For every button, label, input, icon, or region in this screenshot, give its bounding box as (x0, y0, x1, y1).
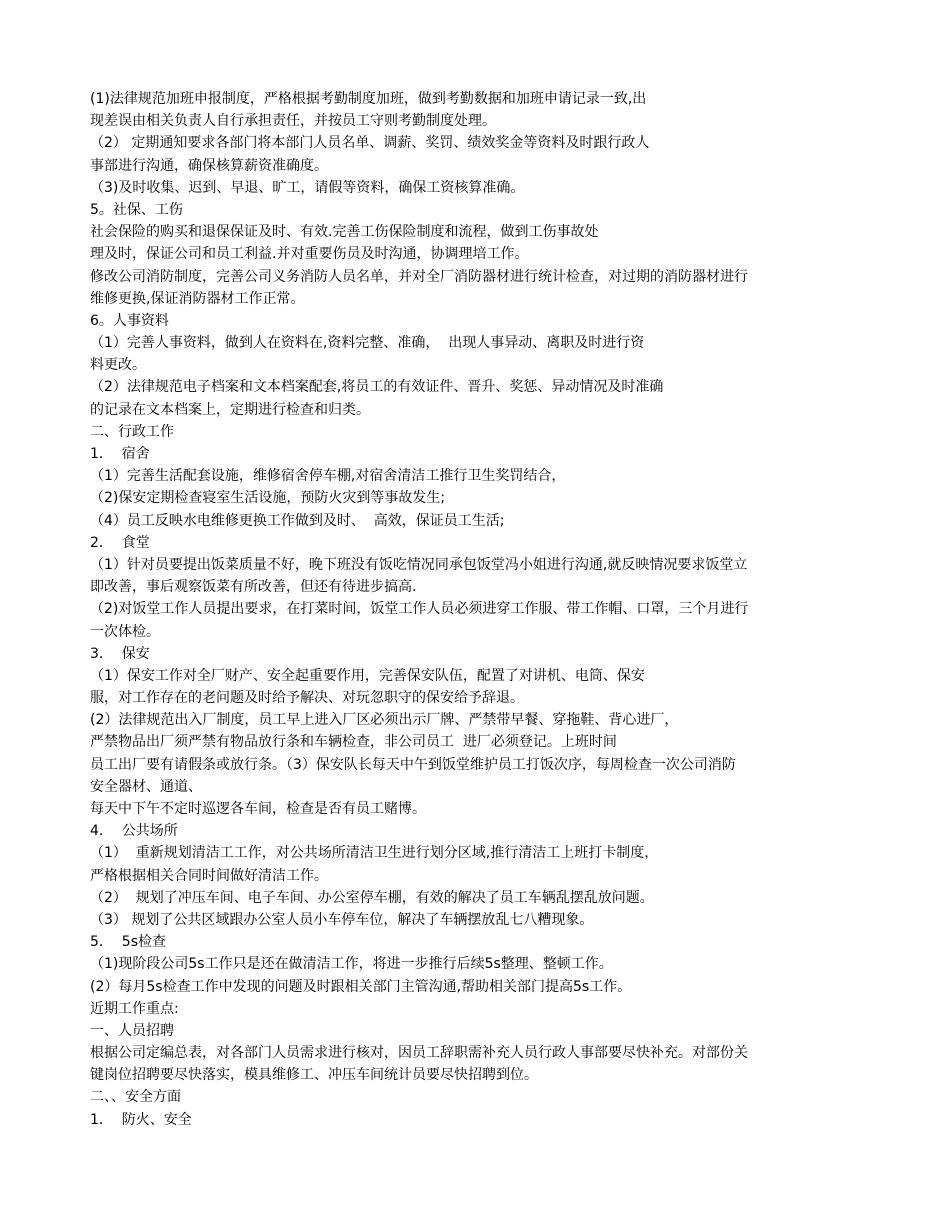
text-line: （1）完善人事资料，做到人在资料在,资料完整、准确， 出现人事异动、离职及时进行资 (90, 335, 645, 352)
text-line: （1）保安工作对全厂财产、安全起重要作用，完善保安队伍，配置了对讲机、电筒、保安 (90, 667, 645, 684)
section-heading: 5。社保、工伤 (90, 201, 183, 218)
text-line: (2）法律规范出入厂制度，员工早上进入厂区必须出示厂牌、严禁带早餐、穿拖鞋、背心进厂， (90, 712, 679, 729)
text-line: 每天中下午不定时巡逻各车间，检查是否有员工赌博。 (90, 801, 426, 817)
text-line: （2)对饭堂工作人员提出要求，在打菜时间，饭堂工作人员必须进穿工作服、带工作帽、口罩，三个月进行 (90, 601, 749, 618)
section-heading: 一、人员招聘 (90, 1022, 174, 1039)
text-line: （3)及时收集、迟到、早退、旷工，请假等资料，确保工资核算准确。 (90, 179, 525, 196)
section-heading: 6。人事资料 (90, 312, 169, 329)
subsection-heading: 1． 防火、安全 (90, 1111, 192, 1128)
section-heading: 二、行政工作 (90, 423, 174, 440)
text-line: （1） 重新规划清洁工工作，对公共场所清洁卫生进行划分区域,推行清洁工上班打卡制度， (90, 845, 659, 862)
text-line: （2） 定期通知要求各部门将本部门人员名单、调薪、奖罚、绩效奖金等资料及时跟行政人 (90, 135, 650, 152)
text-line: 事部进行沟通，确保核算薪资准确度。 (90, 157, 328, 174)
text-line: (2）每月5s检查工作中发现的问题及时跟相关部门主管沟通,帮助相关部门提高5s工作。 (90, 978, 632, 995)
text-line: （3） 规划了公共区域跟办公室人员小车停车位，解决了车辆摆放乱七八糟现象。 (90, 911, 594, 928)
subsection-heading: 1． 宿舍 (90, 446, 150, 462)
text-line: （1）针对员要提出饭菜质量不好，晚下班没有饭吃情况同承包饭堂冯小姐进行沟通,就反映情况要求饭堂立 (90, 556, 748, 573)
subsection-heading: 5． 5s检查 (90, 934, 167, 951)
text-line: 即改善，事后观察饭菜有所改善，但还有待进步搞高. (90, 579, 417, 596)
text-line: 现差误由相关负责人自行承担责任，并按员工守则考勤制度处理。 (90, 113, 496, 130)
text-line: 维修更换,保证消防器材工作正常。 (90, 290, 305, 307)
text-line: （4）员工反映水电维修更换工作做到及时、 高效，保证员工生活; (90, 512, 505, 529)
text-line: 根据公司定编总表，对各部门人员需求进行核对，因员工辞职需补充人员行政人事部要尽快补充。对部份关 (90, 1045, 748, 1062)
text-line: （2)保安定期检查寝室生活设施，预防火灾到等事故发生; (90, 490, 446, 507)
text-line: 的记录在文本档案上，定期进行检查和归类。 (90, 401, 370, 418)
text-line: 一次体检。 (90, 623, 160, 640)
text-line: （2）法律规范电子档案和文本档案配套,将员工的有效证件、晋升、奖惩、异动情况及时准确 (90, 379, 664, 396)
text-line: （2） 规划了冲压车间、电子车间、办公室停车棚，有效的解决了员工车辆乱摆乱放问题。 (90, 889, 654, 906)
text-line: 修改公司消防制度，完善公司义务消防人员名单，并对全厂消防器材进行统计检查，对过期的消防器材进行 (90, 268, 748, 285)
subsection-heading: 2． 食堂 (90, 534, 150, 551)
text-line: （1)现阶段公司5s工作只是还在做清洁工作，将进一步推行后续5s整理、整顿工作。 (90, 956, 613, 973)
subsection-heading: 4． 公共场所 (90, 823, 178, 840)
document-body (90, 88, 870, 1131)
text-line: 服，对工作存在的老问题及时给予解决、对玩忽职守的保安给予辞退。 (90, 690, 524, 707)
text-line: 社会保险的购买和退保保证及时、有效.完善工伤保险制度和流程，做到工伤事故处 (90, 224, 599, 241)
text-line: 料更改。 (90, 357, 146, 374)
text-line: 键岗位招聘要尽快落实，模具维修工、冲压车间统计员要尽快招聘到位。 (90, 1067, 538, 1084)
text-line: 员工出厂要有请假条或放行条。（3）保安队长每天中午到饭堂维护员工打饭次序，每周检查一次公司消防 (90, 756, 736, 773)
text-line: 严禁物品出厂须严禁有物品放行条和车辆检查，非公司员工 进厂必须登记。上班时间 (90, 734, 617, 751)
section-heading: 二、、安全方面 (90, 1089, 181, 1106)
subsection-heading: 3． 保安 (90, 645, 150, 662)
text-line: 安全器材、通道、 (90, 778, 202, 795)
text-line: 严格根据相关合同时间做好清洁工作。 (90, 867, 328, 884)
text-line: 理及时，保证公司和员工利益.并对重要伤员及时沟通，协调理培工作。 (90, 246, 529, 263)
text-line: （1）完善生活配套设施，维修宿舍停车棚,对宿舍清洁工推行卫生奖罚结合， (90, 468, 566, 485)
text-line: (1)法律规范加班申报制度，严格根据考勤制度加班，做到考勤数据和加班申请记录一致,出 (90, 91, 647, 107)
section-heading: 近期工作重点: (90, 1000, 179, 1017)
